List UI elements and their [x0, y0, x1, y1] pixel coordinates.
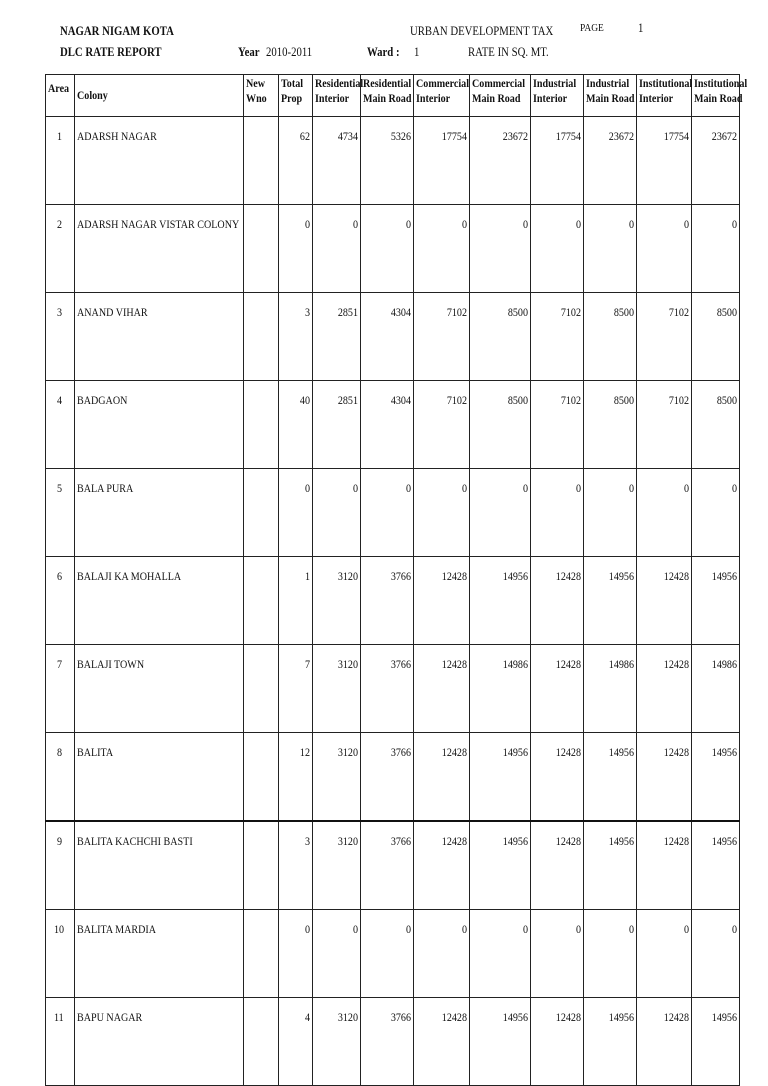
table-row — [46, 645, 740, 733]
value-cell: 0 — [470, 205, 531, 293]
value-cell: 0 — [692, 205, 740, 293]
colony-cell: BALA PURA — [75, 469, 244, 557]
value-cell: 3120 — [313, 645, 361, 733]
area-cell: 6 — [46, 557, 75, 645]
value-cell: 17754 — [531, 117, 584, 205]
column-header: Institutional Main Road — [692, 75, 740, 117]
year-label: Year — [238, 45, 260, 59]
colony-cell: BALAJI KA MOHALLA — [75, 557, 244, 645]
value-cell: 0 — [279, 205, 313, 293]
ward-value: 1 — [414, 45, 420, 59]
value-cell: 7102 — [531, 381, 584, 469]
value-cell: 0 — [637, 469, 692, 557]
value-cell: 12428 — [531, 733, 584, 822]
value-cell — [244, 205, 279, 293]
area-cell: 5 — [46, 469, 75, 557]
value-cell: 8500 — [692, 293, 740, 381]
area-cell: 2 — [46, 205, 75, 293]
area-cell: 10 — [46, 910, 75, 998]
table-row — [46, 205, 740, 293]
value-cell: 14956 — [470, 733, 531, 822]
value-cell: 14956 — [470, 557, 531, 645]
colony-cell: BALITA KACHCHI BASTI — [75, 821, 244, 910]
value-cell: 14956 — [692, 557, 740, 645]
value-cell: 3766 — [361, 821, 414, 910]
org-name: NAGAR NIGAM KOTA — [60, 24, 174, 38]
area-cell: 9 — [46, 821, 75, 910]
column-header: Commercial Main Road — [470, 75, 531, 117]
value-cell: 14956 — [584, 998, 637, 1086]
column-header: Residential Interior — [313, 75, 361, 117]
column-header: Industrial Main Road — [584, 75, 637, 117]
value-cell — [244, 645, 279, 733]
value-cell: 14956 — [692, 821, 740, 910]
value-cell: 4 — [279, 998, 313, 1086]
value-cell: 7102 — [637, 293, 692, 381]
value-cell: 0 — [692, 469, 740, 557]
value-cell: 3766 — [361, 557, 414, 645]
table-row — [46, 998, 740, 1086]
area-cell: 7 — [46, 645, 75, 733]
table-row — [46, 733, 740, 822]
value-cell: 23672 — [584, 117, 637, 205]
value-cell: 0 — [470, 910, 531, 998]
value-cell: 4304 — [361, 293, 414, 381]
value-cell — [244, 293, 279, 381]
value-cell: 0 — [584, 205, 637, 293]
value-cell: 14956 — [470, 821, 531, 910]
table-row — [46, 557, 740, 645]
value-cell: 0 — [637, 205, 692, 293]
value-cell: 0 — [361, 205, 414, 293]
value-cell: 0 — [531, 910, 584, 998]
page-number: 1 — [638, 21, 644, 35]
table-row — [46, 469, 740, 557]
value-cell: 3766 — [361, 645, 414, 733]
value-cell: 62 — [279, 117, 313, 205]
value-cell: 3120 — [313, 557, 361, 645]
value-cell: 0 — [531, 469, 584, 557]
value-cell: 12428 — [531, 998, 584, 1086]
value-cell — [244, 910, 279, 998]
table-row — [46, 821, 740, 910]
table-row — [46, 117, 740, 205]
value-cell: 3120 — [313, 998, 361, 1086]
value-cell — [244, 998, 279, 1086]
value-cell: 3 — [279, 821, 313, 910]
value-cell: 17754 — [637, 117, 692, 205]
column-header: Total Prop — [279, 75, 313, 117]
value-cell: 5326 — [361, 117, 414, 205]
column-header: Institutional Interior — [637, 75, 692, 117]
value-cell: 3766 — [361, 733, 414, 822]
value-cell: 14956 — [584, 821, 637, 910]
value-cell: 3766 — [361, 998, 414, 1086]
value-cell — [244, 557, 279, 645]
value-cell: 14956 — [584, 557, 637, 645]
value-cell: 14956 — [584, 733, 637, 822]
value-cell: 40 — [279, 381, 313, 469]
value-cell: 0 — [279, 910, 313, 998]
value-cell: 14956 — [692, 733, 740, 822]
value-cell: 12428 — [414, 821, 470, 910]
tax-title: URBAN DEVELOPMENT TAX — [410, 24, 554, 38]
value-cell: 7102 — [414, 381, 470, 469]
colony-cell: ANAND VIHAR — [75, 293, 244, 381]
value-cell — [244, 117, 279, 205]
value-cell: 2851 — [313, 381, 361, 469]
value-cell: 0 — [313, 205, 361, 293]
value-cell: 7 — [279, 645, 313, 733]
value-cell: 12428 — [637, 557, 692, 645]
value-cell: 14986 — [470, 645, 531, 733]
colony-cell: BAPU NAGAR — [75, 998, 244, 1086]
column-header: Colony — [75, 75, 244, 117]
value-cell: 0 — [361, 469, 414, 557]
table-header-row — [46, 75, 740, 117]
value-cell — [244, 381, 279, 469]
table-row — [46, 381, 740, 469]
value-cell: 12428 — [414, 733, 470, 822]
page-label: PAGE — [580, 22, 604, 34]
value-cell: 0 — [313, 469, 361, 557]
value-cell — [244, 821, 279, 910]
value-cell: 12428 — [414, 998, 470, 1086]
value-cell: 0 — [414, 910, 470, 998]
area-cell: 11 — [46, 998, 75, 1086]
column-header: Commercial Interior — [414, 75, 470, 117]
table-row — [46, 293, 740, 381]
colony-cell: ADARSH NAGAR — [75, 117, 244, 205]
column-header: Area — [46, 75, 75, 117]
year-value: 2010-2011 — [266, 45, 313, 59]
value-cell: 7102 — [531, 293, 584, 381]
value-cell: 0 — [313, 910, 361, 998]
rate-note: RATE IN SQ. MT. — [468, 45, 549, 59]
value-cell: 4304 — [361, 381, 414, 469]
column-header: Residential Main Road — [361, 75, 414, 117]
value-cell: 8500 — [584, 293, 637, 381]
value-cell: 8500 — [692, 381, 740, 469]
value-cell: 7102 — [414, 293, 470, 381]
colony-cell: BALITA MARDIA — [75, 910, 244, 998]
value-cell: 7102 — [637, 381, 692, 469]
value-cell: 1 — [279, 557, 313, 645]
table-row — [46, 910, 740, 998]
value-cell — [244, 469, 279, 557]
value-cell: 0 — [414, 469, 470, 557]
value-cell: 12428 — [637, 733, 692, 822]
area-cell: 8 — [46, 733, 75, 822]
value-cell: 23672 — [692, 117, 740, 205]
value-cell: 8500 — [470, 381, 531, 469]
area-cell: 4 — [46, 381, 75, 469]
value-cell: 12 — [279, 733, 313, 822]
value-cell: 4734 — [313, 117, 361, 205]
value-cell: 12428 — [531, 557, 584, 645]
report-title: DLC RATE REPORT — [60, 45, 162, 59]
column-header: Industrial Interior — [531, 75, 584, 117]
value-cell: 0 — [279, 469, 313, 557]
value-cell: 3 — [279, 293, 313, 381]
value-cell: 14956 — [470, 998, 531, 1086]
table-body — [46, 117, 740, 1086]
value-cell: 14956 — [692, 998, 740, 1086]
area-cell: 1 — [46, 117, 75, 205]
area-cell: 3 — [46, 293, 75, 381]
column-header: New Wno — [244, 75, 279, 117]
value-cell: 0 — [414, 205, 470, 293]
colony-cell: BALITA — [75, 733, 244, 822]
value-cell: 12428 — [531, 821, 584, 910]
colony-cell: BALAJI TOWN — [75, 645, 244, 733]
value-cell: 12428 — [637, 821, 692, 910]
value-cell: 12428 — [531, 645, 584, 733]
value-cell: 2851 — [313, 293, 361, 381]
value-cell: 14986 — [584, 645, 637, 733]
value-cell: 0 — [531, 205, 584, 293]
value-cell: 0 — [361, 910, 414, 998]
value-cell: 12428 — [414, 645, 470, 733]
colony-cell: ADARSH NAGAR VISTAR COLONY — [75, 205, 244, 293]
value-cell: 0 — [584, 910, 637, 998]
value-cell: 23672 — [470, 117, 531, 205]
value-cell: 0 — [637, 910, 692, 998]
value-cell: 12428 — [637, 645, 692, 733]
value-cell: 12428 — [414, 557, 470, 645]
colony-cell: BADGAON — [75, 381, 244, 469]
value-cell: 8500 — [470, 293, 531, 381]
rate-table — [45, 74, 748, 1086]
value-cell: 14986 — [692, 645, 740, 733]
value-cell — [244, 733, 279, 822]
ward-label: Ward : — [367, 45, 400, 59]
value-cell: 0 — [584, 469, 637, 557]
value-cell: 17754 — [414, 117, 470, 205]
value-cell: 3120 — [313, 733, 361, 822]
value-cell: 0 — [692, 910, 740, 998]
value-cell: 0 — [470, 469, 531, 557]
value-cell: 12428 — [637, 998, 692, 1086]
value-cell: 3120 — [313, 821, 361, 910]
value-cell: 8500 — [584, 381, 637, 469]
